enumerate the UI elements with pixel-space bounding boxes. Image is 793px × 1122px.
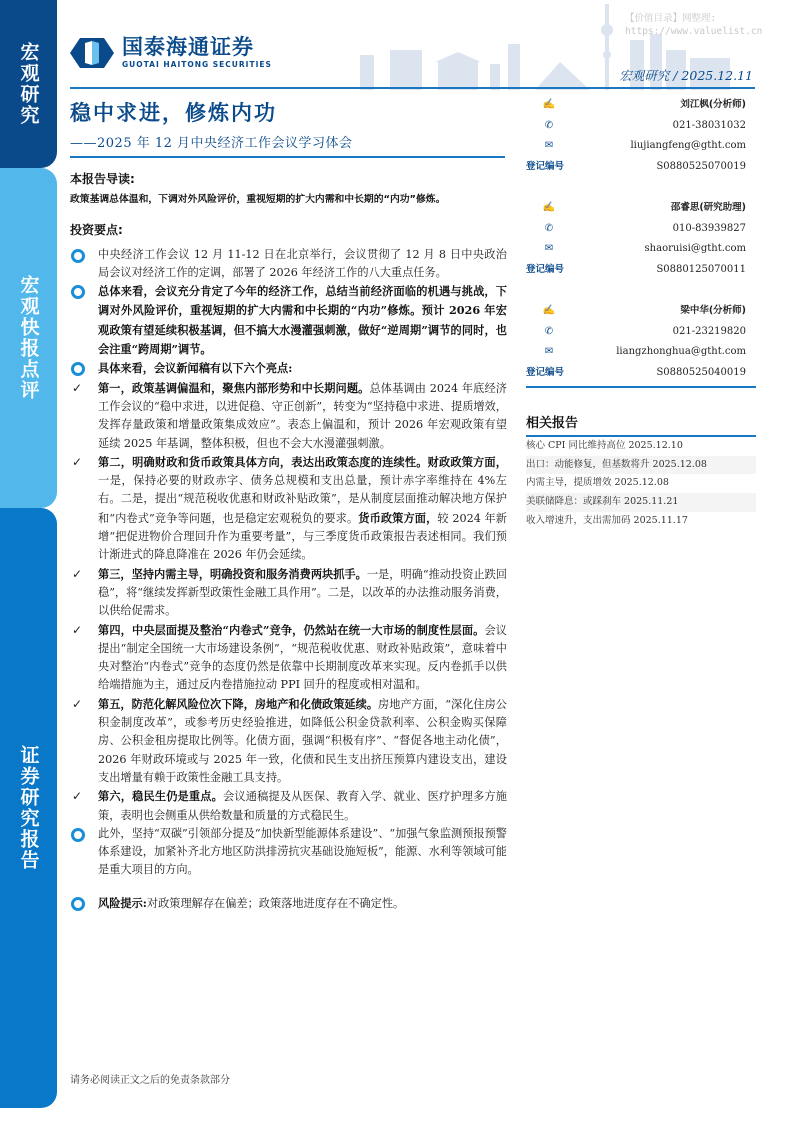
sidebar xyxy=(526,95,746,530)
highlight-title: 第一，政策基调偏温和，聚焦内部形势和中长期问题。 xyxy=(98,380,370,395)
related-report-link[interactable]: 出口：动能修复，但基数将升 2025.12.08 xyxy=(526,456,756,475)
phone-icon: ✆ xyxy=(544,222,554,234)
related-reports-heading: 相关报告 xyxy=(526,416,579,431)
contact-divider xyxy=(526,386,756,388)
key-point-item xyxy=(70,359,507,378)
risk-text: 对政策理解存在偏差；政策落地进度存在不确定性。 xyxy=(146,896,405,910)
report-subtitle: ——2025 年 12 月中央经济工作会议学习体会 xyxy=(70,136,353,151)
registration-number: S0880125070011 xyxy=(656,263,746,275)
registration-number: S0880525040019 xyxy=(656,366,746,378)
key-point-item xyxy=(70,282,507,359)
logo-mark-icon xyxy=(70,38,114,68)
point-text: 中央经济工作会议 12 月 11-12 日在北京举行，会议贯彻了 12 月 8 日中央政治局会议对经济工作的定调，部署了 2026 年经济工作的八大重点任务。 xyxy=(98,247,507,279)
logo-text-en: GUOTAI HAITONG SECURITIES xyxy=(122,60,272,69)
highlight-title: 第三，坚持内需主导，明确投资和服务消费两块抓手。 xyxy=(98,566,367,581)
highlight-subtitle: 货币政策方面， xyxy=(358,510,438,525)
related-report-link[interactable]: 美联储降息：或踩刹车 2025.11.21 xyxy=(526,493,756,512)
highlight-title: 第四，中央层面提及整治“内卷式”竞争，仍然站在统一大市场的制度性层面。 xyxy=(98,622,485,637)
point-text: 此外，坚持“双碳”引领部分提及“加快新型能源体系建设”、“加强气象监测预报预警体系建设，加紧补齐北方地区防洪排涝抗灾基础设施短板”，能源、水利等领域可能是重大项目的方向。 xyxy=(98,826,507,877)
highlight-subtitle: 财政政策方面， xyxy=(427,454,507,469)
analyst-card xyxy=(526,198,746,280)
highlight-item xyxy=(70,565,507,621)
highlight-text: 房地产方面，“深化住房公积金制度改革”，或参考历史经验推进，如降低公积金贷款利率、公积金购买保障房、公积金租房提取比例等。化债方面，强调“积极有序”、“督促各地主动化债”，2026 年财政环境或与 2025 年一致，化债和民生支出挤压预算内建设支出，建设支出增量有赖于政策性金融工具支持。 xyxy=(98,697,507,784)
risk-label: 风险提示: xyxy=(98,895,147,910)
ring-bullet-icon xyxy=(71,897,85,911)
guide-text: 政策基调总体温和，下调对外风险评价，重视短期的扩大内需和中长期的“内功”修炼。 xyxy=(70,194,446,206)
checkmark-icon: ✓ xyxy=(72,566,83,581)
highlight-text: 会议提出“制定全国统一大市场建设条例”，“规范税收优惠、财政补贴政策”，意味着中央对整治“内卷式”竞争的态度仍然是依靠中长期制度改革来实现。反内卷抓手以供给端措施为主，通过反内卷措施拉动 PPI 回升的程度或相对温和。 xyxy=(98,623,507,692)
related-reports-list xyxy=(526,437,756,530)
highlight-text: 总体基调由 2024 年底经济工作会议的“稳中求进，以进促稳、守正创新”，转变为“坚持稳中求进、提质增效，发挥存量政策和增量政策集成效应”。表态上偏温和，预计 2026 年宏观政策有望延续 2025 年基调，整体积极，但也不会大水漫灌强刺激。 xyxy=(98,381,507,450)
checkmark-icon: ✓ xyxy=(72,454,83,469)
checkmark-icon: ✓ xyxy=(72,380,83,395)
highlight-item xyxy=(70,379,507,453)
ring-bullet-icon xyxy=(71,285,85,299)
analyst-name: 梁中华(分析师) xyxy=(680,305,746,316)
analyst-phone: 010-83939827 xyxy=(672,222,746,234)
disclaimer-footer: 请务必阅读正文之后的免责条款部分 xyxy=(70,1075,230,1086)
side-tab-macro-flash: 宏观快报点评 xyxy=(0,168,57,508)
watermark: 【价值目录】网整理: https://www.valuelist.cn xyxy=(625,13,763,37)
key-points-heading: 投资要点: xyxy=(70,223,123,238)
analyst-name: 邵睿思(研究助理) xyxy=(670,202,746,213)
title-divider xyxy=(70,156,505,158)
email-icon: ✉ xyxy=(544,140,554,151)
key-point-item xyxy=(70,825,507,880)
highlight-title: 第二，明确财政和货币政策具体方向，表达出政策态度的连续性。 xyxy=(98,454,428,469)
analyst-email[interactable]: liangzhonghua@gtht.com xyxy=(616,346,746,357)
highlight-text: 一是，明确“推动投资止跌回稳”，将“继续发挥新型政策性金融工具作用”。二是，以改革的办法推动服务消费，以供给促需求。 xyxy=(98,567,507,618)
report-date: 2025.12.11 xyxy=(681,68,753,83)
guide-heading: 本报告导读: xyxy=(70,172,135,186)
phone-icon: ✆ xyxy=(544,325,554,337)
registration-label: 登记编号 xyxy=(526,263,565,275)
separator: / xyxy=(673,68,678,83)
analyst-name: 刘江枫(分析师) xyxy=(680,99,746,110)
analyst-card xyxy=(526,95,746,177)
highlight-title: 第六，稳民生仍是重点。 xyxy=(98,789,224,804)
email-icon: ✉ xyxy=(544,243,554,254)
ring-bullet-icon xyxy=(71,828,85,842)
checkmark-icon: ✓ xyxy=(72,622,83,637)
report-title: 稳中求进，修炼内功 xyxy=(70,101,277,125)
registration-label: 登记编号 xyxy=(526,366,565,378)
logo-text-cn: 国泰海通证券 xyxy=(122,35,254,59)
highlight-item xyxy=(70,695,507,787)
registration-number: S0880525070019 xyxy=(656,160,746,172)
header-meta xyxy=(619,66,753,84)
phone-icon: ✆ xyxy=(544,119,554,131)
side-tab-securities-report: 证券研究报告 xyxy=(0,508,57,1108)
ring-bullet-icon xyxy=(71,362,85,376)
email-icon: ✉ xyxy=(544,346,554,357)
registration-label: 登记编号 xyxy=(526,160,565,172)
highlight-title: 第五，防范化解风险位次下降，房地产和化债政策延续。 xyxy=(98,696,379,711)
point-bold-text: 具体来看，会议新闻稿有以下六个亮点: xyxy=(98,361,293,376)
analyst-pen-icon: ✍ xyxy=(542,202,556,213)
analyst-phone: 021-23219820 xyxy=(672,325,746,337)
side-tab-macro-research: 宏观研究 xyxy=(0,0,57,168)
checkmark-icon: ✓ xyxy=(72,789,83,804)
analyst-email[interactable]: shaoruisi@gtht.com xyxy=(644,243,746,254)
highlight-item xyxy=(70,453,507,565)
highlight-text: 一是，保持必要的财政赤字、债务总规模和支出总量，预计赤字率维持在 4%左右。二是，提出“规范税收优惠和财政补贴政策”，是从制度层面推动解决地方保护和“内卷式”竞争等问题，也是稳定宏观税负的要求。 xyxy=(98,474,507,525)
analyst-pen-icon: ✍ xyxy=(542,305,556,316)
report-category: 宏观研究 xyxy=(619,68,670,83)
analyst-card xyxy=(526,301,746,383)
header-divider xyxy=(70,87,755,89)
point-bold-text: 总体来看，会议充分肯定了今年的经济工作，总结当前经济面临的机遇与挑战，下调对外风险评价，重视短期的扩大内需和中长期的“内功”修炼。预计 2026 年宏观政策有望延续积极基调，但不搞大水漫灌强刺激，做好“逆周期”调节的同时，也会注重“跨周期”调节。 xyxy=(98,284,507,357)
company-logo xyxy=(70,36,272,69)
related-report-link[interactable]: 收入增速升，支出需加码 2025.11.17 xyxy=(526,514,688,526)
analyst-phone: 021-38031032 xyxy=(672,119,746,131)
highlight-text: 会议通稿提及从医保、教育入学、就业、医疗护理多方施策，表明也会侧重从供给数量和质量的方式稳民生。 xyxy=(98,790,507,822)
highlight-item xyxy=(70,787,507,825)
main-content xyxy=(70,170,507,913)
checkmark-icon: ✓ xyxy=(72,696,83,711)
ring-bullet-icon xyxy=(71,249,85,263)
analyst-email[interactable]: liujiangfeng@gtht.com xyxy=(630,140,746,151)
highlight-item xyxy=(70,621,507,695)
related-report-link[interactable]: 核心 CPI 同比维持高位 2025.12.10 xyxy=(526,440,683,451)
analyst-pen-icon: ✍ xyxy=(542,99,556,110)
related-report-link[interactable]: 内需主导，提质增效 2025.12.08 xyxy=(526,477,669,489)
key-point-item xyxy=(70,246,507,283)
risk-warning xyxy=(70,894,507,913)
highlight-text: 较 2024 年新增“把促进物价合理回升作为重要考量”，与三季度货币政策报告表述相同。我们预计渐进式的降息降准在 2026 年仍会延续。 xyxy=(98,511,507,562)
